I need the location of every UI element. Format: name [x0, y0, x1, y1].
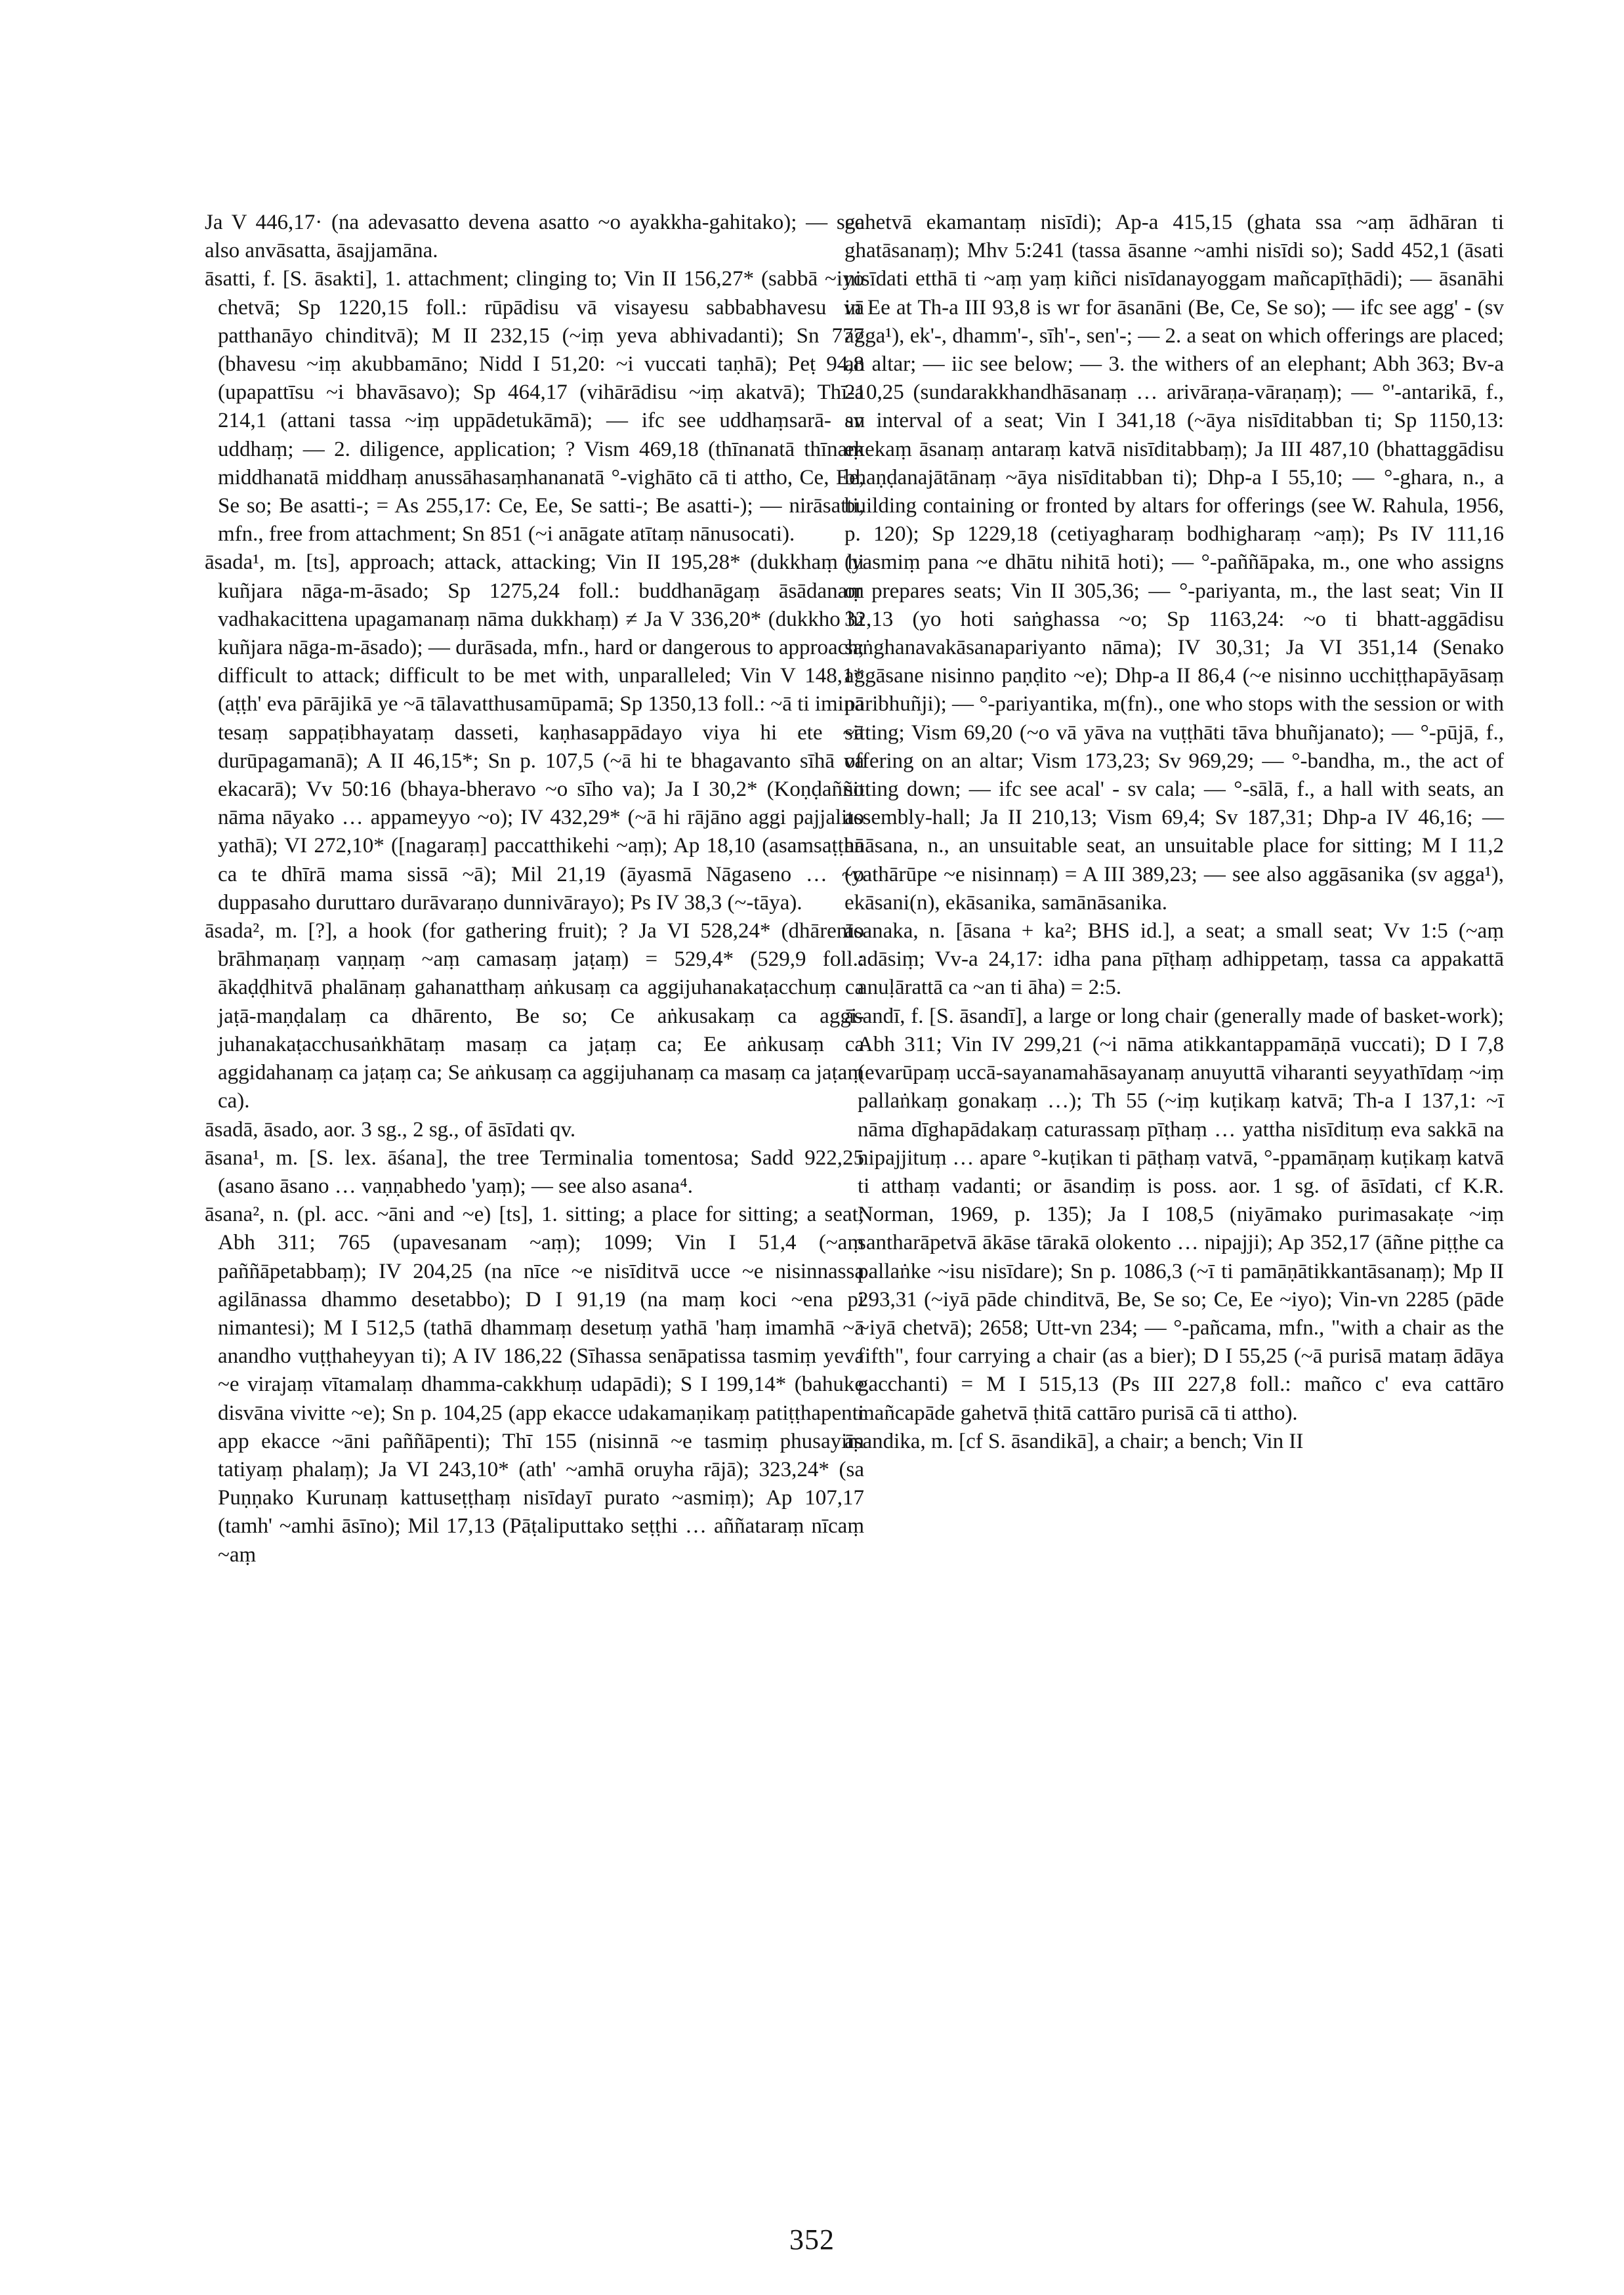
entry-asana-2-continued: gahetvā ekamantaṃ nisīdi); Ap-a 415,15 (ghata ssa ~aṃ ādhāran ti ghatāsanaṃ); Mhv 5:241 (tassa āsanne ~amhi nisīdi so); Sadd 452,1 (āsati nisīdati etthā ti ~aṃ yaṃ kiñci nisīdanayoggam mañcapīṭhādi); — āsanāhi in Ee at Th-a III 93,8 is wr for āsanāni (Be, Ce, Se so); — ifc see agg' - (sv agga¹), ek'-, dhamm'-, sīh'-, sen'-; — 2. a seat on which offerings are placed; an altar; — iic see below; — 3. the withers of an elephant; Abh 363; Bv-a 210,25 (sundarakkhandhāsanaṃ … arivāraṇa-vāraṇaṃ); — °'-antarikā, f., an interval of a seat; Vin I 341,18 (~āya nisīditabban ti; Sp 1150,13: ekekaṃ āsanaṃ antaraṃ katvā nisīditabbaṃ); Ja III 487,10 (bhattaggādisu bhaṇḍanajātānaṃ ~āya nisīditabban ti); Dhp-a I 55,10; — °-ghara, n., a building containing or fronted by altars for offerings (see W. Rahula, 1956, p. 120); Sp 1229,18 (cetiyagharaṃ bodhigharaṃ ~aṃ); Ps IV 111,16 (yasmiṃ pana ~e dhātu nihitā hoti); — °-paññāpaka, m., one who assigns or prepares seats; Vin II 305,36; — °-pariyanta, m., the last seat; Vin II 32,13 (yo hoti saṅghassa ~o; Sp 1163,24: ~o ti bhatt-aggādisu saṅghanavakāsanapariyanto nāma); IV 30,31; Ja VI 351,14 (Senako aggāsane nisinno paṇḍito ~e); Dhp-a II 86,4 (~e nisinno ucchiṭṭhapāyāsaṃ paribhuñji); — °-pariyantika, m(fn)., one who stops with the session or with sitting; Vism 69,20 (~o vā yāva na vuṭṭhāti tāva bhuñjanato); — °-pūjā, f., offering on an altar; Vism 173,23; Sv 969,29; — °-bandha, m., the act of sitting down; — ifc see acal' - sv cala; — °-sālā, f., a hall with seats, an assembly-hall; Ja II 210,13; Vism 69,4; Sv 187,31; Dhp-a IV 46,16; — anāsana, n., an unsuitable seat, an unsuitable place for sitting; M I 11,2 (yathārūpe ~e nisinnaṃ) = A III 389,23; — see also aggāsanika (sv agga¹), ekāsani(n), ekāsanika, samānāsanika.: [844, 211, 1504, 915]
page-number: 352: [789, 2223, 835, 2256]
entry-asada-1: āsada¹, m. [ts], approach; attack, attacking; Vin II 195,28* (dukkhaṃ hi kuñjara nāga-m-āsado; Sp 1275,24 foll.: buddhanāgaṃ āsādanaṃ vadhakacittena upagamanaṃ nāma dukkhaṃ) ≠ Ja V 336,20* (dukkho hi kuñjara nāga-m-āsado); — durāsada, mfn., hard or dangerous to approach; difficult to attack; difficult to be met with, unparalleled; Vin V 148,1* (aṭṭh' eva pārājikā ye ~ā tālavatthusamūpamā; Sp 1350,13 foll.: ~ā ti iminā tesaṃ sappaṭibhayataṃ dasseti, kaṇhasappādayo viya hi ete ~ā durūpagamanā); A II 46,15*; Sn p. 107,5 (~ā hi te bhagavanto sīhā va ekacarā); Vv 50:16 (bhaya-bheravo ~o sīho va); Ja I 30,2* (Koṇḍañño nāma nāyako … appameyyo ~o); IV 432,29* (~ā hi rājāno aggi pajjalito yathā); VI 272,10* ([nagaraṃ] paccatthikehi ~aṃ); Ap 18,10 (asamsaṭṭhā ca te dhīrā mama sissā ~ā); Mil 21,19 (āyasmā Nāgaseno … ~o duppasaho duruttaro durāvaraṇo dunnivārayo); Ps IV 38,3 (~-tāya).: [205, 550, 864, 915]
right-column: [844, 209, 1504, 1456]
entry-asada-2: āsada², m. [?], a hook (for gathering fruit); ? Ja VI 528,24* (dhārento brāhmaṇaṃ vaṇṇaṃ ~aṃ camasaṃ jaṭaṃ) = 529,4* (529,9 foll.: ākaḍḍhitvā phalānaṃ gahanatthaṃ aṅkusaṃ ca aggijuhanakaṭacchuṃ ca jaṭā-maṇḍalaṃ ca dhārento, Be so; Ce aṅkusakaṃ ca aggi-juhanakaṭacchusaṅkhātaṃ masaṃ ca jaṭaṃ ca; Ee aṅkusaṃ ca aggidahanaṃ ca jaṭaṃ ca; Se aṅkusaṃ ca aggijuhanaṃ ca masaṃ ca jaṭaṃ ca).: [205, 919, 864, 1113]
left-column: [205, 209, 864, 1569]
entry-asana-2: āsana², n. (pl. acc. ~āni and ~e) [ts], 1. sitting; a place for sitting; a seat; Abh 311; 765 (upavesanam ~aṃ); 1099; Vin I 51,4 (~aṃ paññāpetabbaṃ); IV 204,25 (na nīce ~e nisīditvā ucce ~e nisinnassa agilānassa dhammo desetabbo); D I 91,19 (na maṃ koci ~ena pi nimantesi); M I 512,5 (tathā dhammaṃ desetuṃ yathā 'haṃ imamhā ~ā anandho vuṭṭhaheyyan ti); A IV 186,22 (Sīhassa senāpatissa tasmiṃ yeva ~e virajaṃ vītamalaṃ dhamma-cakkhuṃ udapādi); S I 199,14* (bahuke disvāna vivitte ~e); Sn p. 104,25 (app ekacce udakamaṇikaṃ patiṭṭhapenti app ekacce ~āni paññāpenti); Thī 155 (nisinnā ~e tasmiṃ phusayiṃ tatiyaṃ phalaṃ); Ja VI 243,10* (ath' ~amhā oruyha rājā); 323,24* (sa Puṇṇako Kurunaṃ kattuseṭṭhaṃ nisīdayī purato ~asmiṃ); Ap 107,17 (tamh' ~amhi āsīno); Mil 17,13 (Pāṭaliputtako seṭṭhi … aññataraṃ nīcaṃ ~aṃ: [205, 1203, 864, 1567]
entry-asana-1: āsana¹, m. [S. lex. āśana], the tree Terminalia tomentosa; Sadd 922,25 (asano āsano … vaṇṇabhedo 'yaṃ); — see also asana⁴.: [205, 1146, 864, 1198]
entry-continuation: Ja V 446,17· (na adevasatto devena asatto ~o ayakkha-gahitako); — see also anvāsatta, āsajjamāna.: [205, 211, 864, 263]
entry-asada-aor: āsadā, āsado, aor. 3 sg., 2 sg., of āsīdati qv.: [205, 1117, 576, 1142]
entry-asandika: āsandika, m. [cf S. āsandikā], a chair; a bench; Vin II: [844, 1429, 1304, 1453]
entry-asandi: āsandī, f. [S. āsandī], a large or long chair (generally made of basket-work); Abh 311; Vin IV 299,21 (~i nāma atikkantappamāṇā vuccati); D I 7,8 (evarūpaṃ uccā-sayanamahāsayanaṃ anuyuttā viharanti seyyathīdaṃ ~iṃ pallaṅkaṃ gonakaṃ …); Th 55 (~iṃ kuṭikaṃ katvā; Th-a I 137,1: ~ī nāma dīghapādakaṃ caturassaṃ pīṭhaṃ … yattha nisīdituṃ eva sakkā na nipajjituṃ … apare °-kuṭikan ti pāṭhaṃ vatvā, °-ppamāṇaṃ kuṭikaṃ katvā ti atthaṃ vadanti; or āsandiṃ is poss. aor. 1 sg. of āsīdati, cf K.R. Norman, 1969, p. 135); Ja I 108,5 (niyāmako purimasakaṭe ~iṃ santharāpetvā ākāse tārakā olokento … nipajji); Ap 352,17 (āñne piṭṭhe ca pallaṅke ~isu nisīdare); Sn p. 1086,3 (~ī ti pamāṇātikkantāsanaṃ); Mp II 293,31 (~iyā pāde chinditvā, Be, Se so; Ce, Ee ~iyo); Vin-vn 2285 (pāde ~iyā chetvā); 2658; Utt-vn 234; — °-pañcama, mfn., "with a chair as the fifth", four carrying a chair (as a bier); D I 55,25 (~ā purisā mataṃ ādāya gacchanti) = M I 515,13 (Ps III 227,8 foll.: mañco c' eva cattāro mañcapāde gahetvā ṭhitā cattāro purisā cā ti attho).: [844, 1004, 1504, 1425]
entry-asanaka: āsanaka, n. [āsana + ka²; BHS id.], a seat; a small seat; Vv 1:5 (~aṃ adāsiṃ; Vv-a 24,17: idha pana pīṭhaṃ adhippetaṃ, tassa ca appakattā anuḷārattā ca ~an ti āha) = 2:5.: [844, 919, 1504, 1000]
entry-asatti: āsatti, f. [S. āsakti], 1. attachment; clinging to; Vin II 156,27* (sabbā ~iyo chetvā; Sp 1220,15 foll.: rūpādisu vā visayesu sabbabhavesu vā patthanāyo chinditvā); M II 232,15 (~iṃ yeva abhivadanti); Sn 777 (bhavesu ~iṃ akubbamāno; Nidd I 51,20: ~i vuccati taṇhā); Peṭ 94,8 (upapattīsu ~i bhavāsavo); Sp 464,17 (vihārādisu ~iṃ akatvā); Thī-a 214,1 (attani tassa ~iṃ uppādetukāmā); — ifc see uddhaṃsarā- sv uddhaṃ; — 2. diligence, application; ? Vism 469,18 (thīnanatā thīnaṃ middhanatā middhaṃ anussāhasaṃhananatā °-vighāto cā ti attho, Ce, Ee, Se so; Be asatti-; = As 255,17: Ce, Ee, Se satti-; Be asatti-); — nirāsatti, mfn., free from attachment; Sn 851 (~i anāgate atītaṃ nānusocati).: [205, 267, 864, 547]
